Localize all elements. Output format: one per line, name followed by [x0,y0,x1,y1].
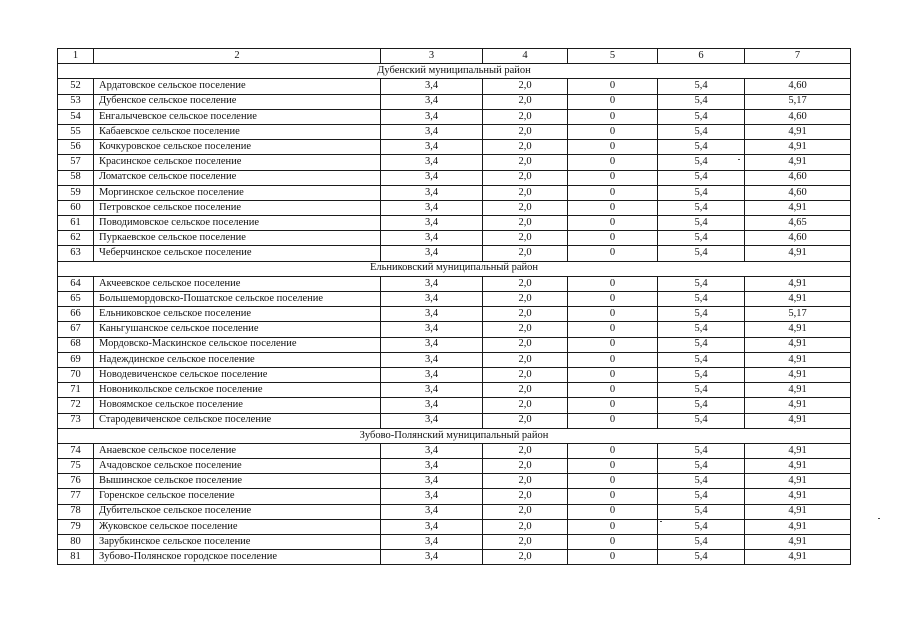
district-title: Ельниковский муниципальный район [58,261,851,276]
value-col-4: 2,0 [483,109,568,124]
value-col-4: 2,0 [483,292,568,307]
value-col-7: 4,91 [745,367,851,382]
value-col-6: 5,4 [658,535,745,550]
table-row [58,94,851,109]
value-col-6: 5,4 [658,276,745,291]
value-col-5: 0 [568,94,658,109]
value-col-6: 5,4 [658,292,745,307]
value-col-7: 4,91 [745,489,851,504]
value-col-6: 5,4 [658,550,745,565]
value-col-7: 4,91 [745,398,851,413]
value-col-3: 3,4 [381,200,483,215]
value-col-4: 2,0 [483,307,568,322]
value-col-4: 2,0 [483,246,568,261]
value-col-3: 3,4 [381,170,483,185]
settlement-name: Енгалычевское сельское поселение [94,109,381,124]
value-col-6: 5,4 [658,246,745,261]
settlement-name: Красинское сельское поселение [94,155,381,170]
value-col-5: 0 [568,109,658,124]
table-row [58,504,851,519]
value-col-4: 2,0 [483,200,568,215]
value-col-5: 0 [568,550,658,565]
value-col-4: 2,0 [483,94,568,109]
table-row [58,489,851,504]
value-col-3: 3,4 [381,307,483,322]
value-col-7: 4,91 [745,200,851,215]
value-col-6: 5,4 [658,459,745,474]
row-number: 64 [58,276,94,291]
row-number: 71 [58,383,94,398]
value-col-4: 2,0 [483,140,568,155]
table-row [58,535,851,550]
row-number: 63 [58,246,94,261]
value-col-5: 0 [568,155,658,170]
value-col-3: 3,4 [381,109,483,124]
row-number: 57 [58,155,94,170]
value-col-5: 0 [568,504,658,519]
value-col-6: 5,4 [658,337,745,352]
value-col-6: 5,4 [658,367,745,382]
table-row [58,155,851,170]
value-col-5: 0 [568,185,658,200]
value-col-5: 0 [568,246,658,261]
value-col-6: 5,4 [658,413,745,428]
table-row [58,200,851,215]
value-col-4: 2,0 [483,443,568,458]
value-col-6: 5,4 [658,185,745,200]
row-number: 78 [58,504,94,519]
settlement-name: Чеберчинское сельское поселение [94,246,381,261]
value-col-3: 3,4 [381,94,483,109]
value-col-5: 0 [568,474,658,489]
value-col-7: 4,91 [745,292,851,307]
row-number: 55 [58,124,94,139]
row-number: 58 [58,170,94,185]
table-row [58,216,851,231]
value-col-6: 5,4 [658,504,745,519]
value-col-4: 2,0 [483,550,568,565]
value-col-3: 3,4 [381,443,483,458]
row-number: 54 [58,109,94,124]
value-col-7: 4,60 [745,185,851,200]
value-col-5: 0 [568,170,658,185]
value-col-3: 3,4 [381,337,483,352]
value-col-5: 0 [568,443,658,458]
value-col-7: 4,91 [745,504,851,519]
value-col-3: 3,4 [381,292,483,307]
column-header: 5 [568,49,658,64]
table-row [58,550,851,565]
value-col-6: 5,4 [658,200,745,215]
table-row [58,337,851,352]
value-col-6: 5,4 [658,398,745,413]
table-row [58,367,851,382]
table-row [58,231,851,246]
value-col-5: 0 [568,79,658,94]
value-col-3: 3,4 [381,413,483,428]
value-col-4: 2,0 [483,231,568,246]
value-col-7: 4,91 [745,246,851,261]
value-col-4: 2,0 [483,155,568,170]
value-col-3: 3,4 [381,185,483,200]
table-row [58,322,851,337]
table-row [58,276,851,291]
value-col-7: 4,60 [745,170,851,185]
value-col-7: 4,91 [745,550,851,565]
value-col-4: 2,0 [483,124,568,139]
table-row [58,185,851,200]
row-number: 76 [58,474,94,489]
row-number: 81 [58,550,94,565]
row-number: 70 [58,367,94,382]
value-col-7: 4,91 [745,519,851,534]
settlement-name: Ачадовское сельское поселение [94,459,381,474]
row-number: 69 [58,352,94,367]
row-number: 52 [58,79,94,94]
value-col-5: 0 [568,535,658,550]
value-col-4: 2,0 [483,519,568,534]
column-header: 3 [381,49,483,64]
value-col-3: 3,4 [381,124,483,139]
value-col-3: 3,4 [381,367,483,382]
table-row [58,413,851,428]
value-col-7: 4,91 [745,140,851,155]
value-col-6: 5,4 [658,216,745,231]
value-col-5: 0 [568,200,658,215]
scan-speck [878,518,880,519]
district-header-row [58,428,851,443]
table-row [58,79,851,94]
value-col-3: 3,4 [381,276,483,291]
table-row [58,474,851,489]
value-col-5: 0 [568,519,658,534]
district-title: Зубово-Полянский муниципальный район [58,428,851,443]
value-col-5: 0 [568,352,658,367]
column-header: 6 [658,49,745,64]
value-col-7: 4,91 [745,352,851,367]
value-col-5: 0 [568,322,658,337]
value-col-7: 4,91 [745,124,851,139]
value-col-6: 5,4 [658,352,745,367]
value-col-7: 4,60 [745,109,851,124]
value-col-3: 3,4 [381,79,483,94]
settlement-name: Каньгушанское сельское поселение [94,322,381,337]
row-number: 65 [58,292,94,307]
table-row [58,109,851,124]
value-col-6: 5,4 [658,443,745,458]
district-title: Дубенский муниципальный район [58,64,851,79]
value-col-7: 5,17 [745,307,851,322]
column-header: 1 [58,49,94,64]
value-col-6: 5,4 [658,140,745,155]
settlement-name: Вышинское сельское поселение [94,474,381,489]
settlement-name: Новоямское сельское поселение [94,398,381,413]
table-row [58,140,851,155]
settlements-table [57,48,851,565]
row-number: 73 [58,413,94,428]
value-col-7: 4,65 [745,216,851,231]
value-col-4: 2,0 [483,322,568,337]
settlement-name: Пуркаевское сельское поселение [94,231,381,246]
column-header: 7 [745,49,851,64]
table-row [58,292,851,307]
settlement-name: Моргинское сельское поселение [94,185,381,200]
value-col-5: 0 [568,489,658,504]
settlement-name: Зарубкинское сельское поселение [94,535,381,550]
district-header-row [58,261,851,276]
value-col-4: 2,0 [483,185,568,200]
value-col-3: 3,4 [381,216,483,231]
value-col-3: 3,4 [381,352,483,367]
value-col-6: 5,4 [658,489,745,504]
value-col-5: 0 [568,216,658,231]
value-col-6: 5,4 [658,124,745,139]
row-number: 66 [58,307,94,322]
table-body [58,49,851,565]
settlement-name: Новоникольское сельское поселение [94,383,381,398]
settlement-name: Акчеевское сельское поселение [94,276,381,291]
value-col-6: 5,4 [658,231,745,246]
value-col-6: 5,4 [658,519,745,534]
value-col-7: 4,91 [745,383,851,398]
settlement-name: Ельниковское сельское поселение [94,307,381,322]
value-col-3: 3,4 [381,519,483,534]
settlement-name: Горенское сельское поселение [94,489,381,504]
settlement-name: Кабаевское сельское поселение [94,124,381,139]
settlement-name: Ломатское сельское поселение [94,170,381,185]
row-number: 67 [58,322,94,337]
value-col-7: 4,91 [745,155,851,170]
row-number: 60 [58,200,94,215]
settlement-name: Надеждинское сельское поселение [94,352,381,367]
row-number: 61 [58,216,94,231]
value-col-5: 0 [568,292,658,307]
value-col-4: 2,0 [483,504,568,519]
row-number: 56 [58,140,94,155]
row-number: 74 [58,443,94,458]
value-col-3: 3,4 [381,398,483,413]
value-col-4: 2,0 [483,489,568,504]
value-col-6: 5,4 [658,383,745,398]
settlement-name: Зубово-Полянское городское поселение [94,550,381,565]
value-col-5: 0 [568,140,658,155]
value-col-5: 0 [568,307,658,322]
settlement-name: Дубительское сельское поселение [94,504,381,519]
value-col-5: 0 [568,276,658,291]
table-row [58,246,851,261]
value-col-3: 3,4 [381,246,483,261]
table-row [58,124,851,139]
row-number: 79 [58,519,94,534]
table-row [58,519,851,534]
value-col-3: 3,4 [381,535,483,550]
value-col-3: 3,4 [381,459,483,474]
row-number: 80 [58,535,94,550]
value-col-4: 2,0 [483,474,568,489]
value-col-4: 2,0 [483,216,568,231]
row-number: 62 [58,231,94,246]
settlement-name: Мордовско-Маскинское сельское поселение [94,337,381,352]
value-col-6: 5,4 [658,94,745,109]
row-number: 72 [58,398,94,413]
value-col-3: 3,4 [381,504,483,519]
row-number: 77 [58,489,94,504]
value-col-6: 5,4 [658,155,745,170]
value-col-4: 2,0 [483,79,568,94]
value-col-3: 3,4 [381,474,483,489]
value-col-3: 3,4 [381,155,483,170]
settlement-name: Стародевиченское сельское поселение [94,413,381,428]
value-col-7: 4,60 [745,79,851,94]
value-col-4: 2,0 [483,337,568,352]
row-number: 53 [58,94,94,109]
value-col-4: 2,0 [483,367,568,382]
value-col-5: 0 [568,124,658,139]
value-col-7: 5,17 [745,94,851,109]
value-col-4: 2,0 [483,413,568,428]
row-number: 68 [58,337,94,352]
value-col-5: 0 [568,398,658,413]
value-col-7: 4,91 [745,535,851,550]
district-header-row [58,64,851,79]
value-col-3: 3,4 [381,489,483,504]
value-col-6: 5,4 [658,109,745,124]
settlement-name: Новодевиченское сельское поселение [94,367,381,382]
table-row [58,398,851,413]
value-col-7: 4,91 [745,322,851,337]
value-col-5: 0 [568,337,658,352]
value-col-7: 4,91 [745,337,851,352]
value-col-5: 0 [568,367,658,382]
value-col-4: 2,0 [483,383,568,398]
table-row [58,170,851,185]
value-col-6: 5,4 [658,170,745,185]
value-col-4: 2,0 [483,398,568,413]
scan-speck [738,159,740,160]
settlement-name: Поводимовское сельское поселение [94,216,381,231]
table-row [58,459,851,474]
value-col-6: 5,4 [658,79,745,94]
scan-speck [660,521,662,522]
value-col-7: 4,91 [745,459,851,474]
settlement-name: Жуковское сельское поселение [94,519,381,534]
value-col-7: 4,91 [745,443,851,458]
value-col-4: 2,0 [483,352,568,367]
value-col-6: 5,4 [658,307,745,322]
value-col-7: 4,60 [745,231,851,246]
value-col-4: 2,0 [483,276,568,291]
settlement-name: Анаевское сельское поселение [94,443,381,458]
table-row [58,443,851,458]
value-col-4: 2,0 [483,459,568,474]
value-col-3: 3,4 [381,322,483,337]
settlement-name: Дубенское сельское поселение [94,94,381,109]
table-row [58,307,851,322]
value-col-3: 3,4 [381,231,483,246]
value-col-5: 0 [568,459,658,474]
header-row [58,49,851,64]
value-col-6: 5,4 [658,322,745,337]
table-row [58,352,851,367]
row-number: 59 [58,185,94,200]
settlement-name: Петровское сельское поселение [94,200,381,215]
value-col-3: 3,4 [381,383,483,398]
value-col-7: 4,91 [745,413,851,428]
value-col-5: 0 [568,383,658,398]
settlement-name: Большемордовско-Пошатское сельское поселение [94,292,381,307]
row-number: 75 [58,459,94,474]
column-header: 4 [483,49,568,64]
value-col-6: 5,4 [658,474,745,489]
value-col-3: 3,4 [381,550,483,565]
column-header: 2 [94,49,381,64]
value-col-7: 4,91 [745,474,851,489]
settlement-name: Ардатовское сельское поселение [94,79,381,94]
settlement-name: Кочкуровское сельское поселение [94,140,381,155]
value-col-7: 4,91 [745,276,851,291]
table-row [58,383,851,398]
value-col-5: 0 [568,231,658,246]
value-col-4: 2,0 [483,170,568,185]
value-col-4: 2,0 [483,535,568,550]
value-col-3: 3,4 [381,140,483,155]
value-col-5: 0 [568,413,658,428]
